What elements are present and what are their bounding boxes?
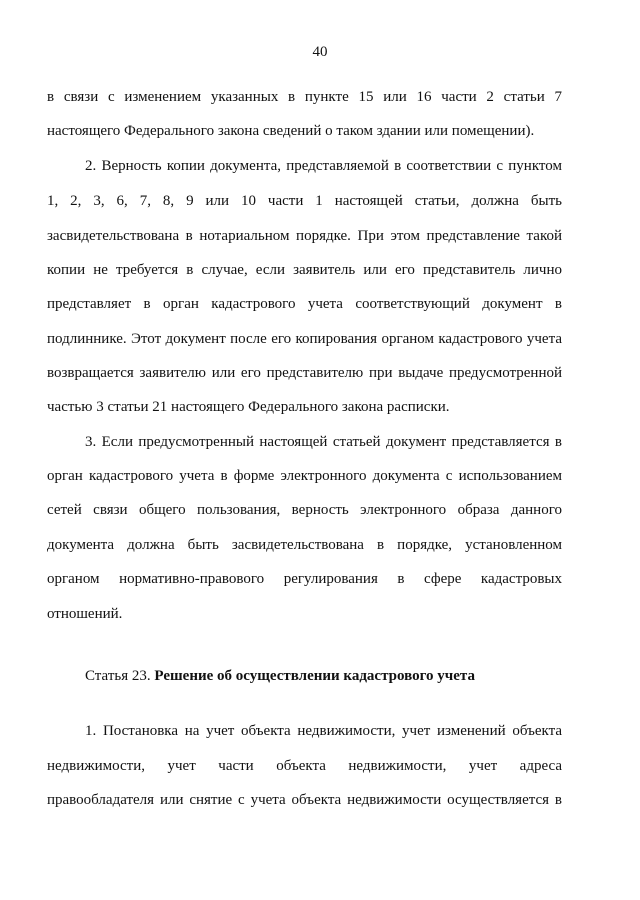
text-line: представляет в орган кадастрового учета соответствующий документ в: [47, 296, 562, 312]
text-line: органом нормативно-правового регулирования в сфере кадастровых: [47, 571, 562, 587]
text-line: 1, 2, 3, 6, 7, 8, 9 или 10 части 1 настоящей статьи, должна быть: [47, 193, 562, 209]
article-number: Статья 23.: [85, 668, 151, 684]
text-line: 3. Если предусмотренный настоящей статьей документ представляется в: [85, 434, 562, 450]
text-line: правообладателя или снятие с учета объекта недвижимости осуществляется в: [47, 792, 562, 808]
text-line: 1. Постановка на учет объекта недвижимости, учет изменений объекта: [85, 723, 562, 739]
text-line: документа должна быть засвидетельствована в порядке, установленном: [47, 537, 562, 553]
text-line: настоящего Федерального закона сведений о таком здании или помещении).: [47, 123, 535, 139]
text-line: недвижимости, учет части объекта недвижимости, учет адреса: [47, 758, 562, 774]
text-line: возвращается заявителю или его представителю при выдаче предусмотренной: [47, 365, 562, 381]
text-line: сетей связи общего пользования, верность электронного образа данного: [47, 502, 562, 518]
text-line: засвидетельствована в нотариальном порядке. При этом представление такой: [47, 228, 562, 244]
text-line: в связи с изменением указанных в пункте 15 или 16 части 2 статьи 7: [47, 89, 562, 105]
page-number: 40: [312, 44, 328, 60]
text-line: 2. Верность копии документа, представляемой в соответствии с пунктом: [85, 158, 562, 174]
article-heading: [85, 667, 475, 685]
article-title: Решение об осуществлении кадастрового учета: [154, 668, 475, 684]
text-line: копии не требуется в случае, если заявитель или его представитель лично: [47, 262, 562, 278]
text-line: орган кадастрового учета в форме электронного документа с использованием: [47, 468, 562, 484]
text-line: отношений.: [47, 606, 123, 622]
text-line: частью 3 статьи 21 настоящего Федерального закона расписки.: [47, 399, 450, 415]
text-line: подлиннике. Этот документ после его копирования органом кадастрового учета: [47, 331, 562, 347]
